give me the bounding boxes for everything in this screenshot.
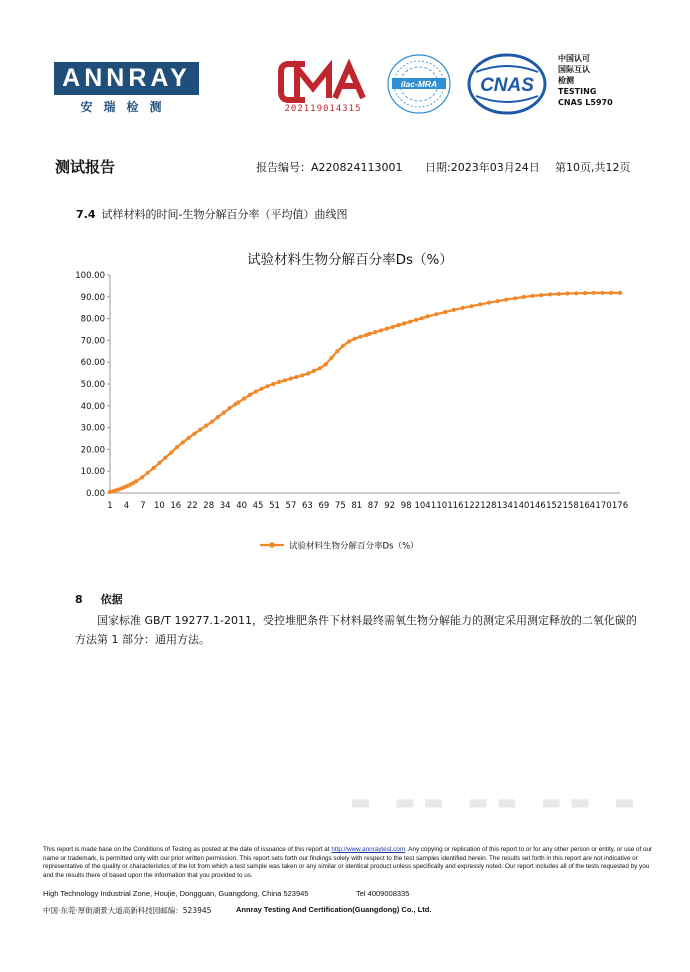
footer-company-name: Annray Testing And Certification(Guangdong) Co., Ltd. xyxy=(236,905,432,914)
y-tick-label: 90.00 xyxy=(80,292,105,303)
footer-disclaimer xyxy=(43,846,653,880)
data-point xyxy=(277,380,281,384)
data-point xyxy=(222,411,226,415)
x-tick-label: 134 xyxy=(496,501,513,511)
data-point xyxy=(592,291,596,295)
section-number: 8 xyxy=(75,593,83,606)
x-tick-label: 28 xyxy=(203,501,215,511)
data-point xyxy=(294,375,298,379)
data-point xyxy=(583,291,587,295)
data-point xyxy=(522,295,526,299)
x-tick-label: 128 xyxy=(480,501,497,511)
data-point xyxy=(242,397,246,401)
data-point xyxy=(216,415,220,419)
x-tick-label: 170 xyxy=(595,501,612,511)
cnas-line: 检测 xyxy=(558,76,574,85)
data-point xyxy=(379,328,383,332)
data-point xyxy=(478,302,482,306)
cnas-line: 国际互认 xyxy=(558,65,590,74)
x-tick-label: 51 xyxy=(269,501,280,511)
cma-number: 202119014315 xyxy=(284,104,362,114)
data-point xyxy=(181,440,185,444)
x-tick-label: 34 xyxy=(219,501,231,511)
annray-logo: ANNRAY xyxy=(54,62,199,95)
y-tick-label: 40.00 xyxy=(80,401,105,412)
y-tick-label: 60.00 xyxy=(80,358,105,369)
y-tick-label: 50.00 xyxy=(80,380,105,390)
data-point xyxy=(152,466,156,470)
x-tick-label: 4 xyxy=(123,501,130,511)
section-8-heading xyxy=(75,591,123,607)
data-point xyxy=(289,377,293,381)
ilac-mra-icon xyxy=(384,52,454,116)
data-point xyxy=(557,292,561,296)
data-point xyxy=(391,325,395,329)
y-tick-label: 30.00 xyxy=(80,423,105,434)
data-point xyxy=(254,390,258,394)
data-point xyxy=(420,316,424,320)
disclaimer-text: . Any copying or replication of this report to or for any other person or entity, or use of our name or trademark, is permitted only with our prior written permission. This report sets forth our findings solely with respect to the test samples identified herein. The results set forth in this report are not indicative or representative of the quality or characteristics of the lot from which a test sample was taken or any similar or identical product unless specifically and expressly noted. Our report includes all of the tests requested by you and the results there of based upon the information that you provided to us. xyxy=(43,846,653,879)
data-point xyxy=(341,344,345,348)
data-point xyxy=(140,475,144,479)
x-tick-label: 10 xyxy=(153,501,165,511)
x-tick-label: 158 xyxy=(562,501,579,511)
data-point xyxy=(210,420,214,424)
x-tick-label: 81 xyxy=(351,501,363,511)
data-point xyxy=(271,382,275,386)
report-number: 报告编号：A220824113001 xyxy=(256,161,403,174)
data-point xyxy=(306,371,310,375)
data-point xyxy=(548,292,552,296)
report-date: 日期:2023年03月24日 xyxy=(425,161,540,174)
x-tick-label: 16 xyxy=(170,501,182,511)
cma-logo-icon xyxy=(275,58,371,106)
section-number: 7.4 xyxy=(76,208,96,221)
biodegradation-line-chart xyxy=(55,240,645,560)
x-tick-label: 92 xyxy=(384,501,396,511)
x-tick-label: 45 xyxy=(252,501,264,511)
data-point xyxy=(452,308,456,312)
data-point xyxy=(283,378,287,382)
x-tick-label: 104 xyxy=(414,501,431,511)
data-point xyxy=(318,366,322,370)
data-point xyxy=(204,424,208,428)
data-point xyxy=(324,362,328,366)
report-title: 测试报告 xyxy=(55,158,116,176)
legend-swatch-marker xyxy=(269,542,275,548)
disclaimer-text: This report is made base on the Conditions of Testing as posted at the date of issuance of this report at xyxy=(43,846,332,853)
section-8-body: 国家标准 GB/T 19277.1-2011，受控堆肥条件下材料最终需氧生物分解能力的测定采用测定释放的二氧化碳的方法第 1 部分：通用方法。 xyxy=(75,614,637,646)
x-tick-label: 22 xyxy=(186,501,198,511)
chart-title: 试验材料生物分解百分率Ds（%） xyxy=(247,252,453,268)
report-page-number: 第10页,共12页 xyxy=(555,161,631,174)
x-tick-label: 75 xyxy=(334,501,346,511)
data-point xyxy=(359,335,363,339)
section-7-4-heading xyxy=(76,206,347,222)
section-title: 试样材料的时间-生物分解百分率（平均值）曲线图 xyxy=(101,208,348,221)
data-point xyxy=(513,296,517,300)
data-point xyxy=(426,314,430,318)
y-tick-label: 10.00 xyxy=(80,467,105,478)
data-point xyxy=(487,301,491,305)
data-point xyxy=(600,291,604,295)
data-point xyxy=(539,293,543,297)
data-point xyxy=(265,384,269,388)
data-point xyxy=(198,428,202,432)
cnas-accreditation-text xyxy=(558,53,613,108)
cnas-line: 中国认可 xyxy=(558,54,590,63)
data-point xyxy=(408,320,412,324)
data-point xyxy=(443,310,447,314)
x-tick-label: 1 xyxy=(107,501,113,511)
data-point xyxy=(248,393,252,397)
x-tick-label: 40 xyxy=(236,501,248,511)
x-tick-label: 63 xyxy=(302,501,313,511)
data-point xyxy=(367,332,371,336)
cnas-logo-icon xyxy=(466,52,548,116)
x-tick-label: 110 xyxy=(430,501,448,511)
x-tick-label: 7 xyxy=(140,501,146,511)
data-point xyxy=(259,387,263,391)
data-point xyxy=(496,299,500,303)
data-point xyxy=(385,327,389,331)
x-tick-label: 57 xyxy=(285,501,297,511)
x-tick-label: 69 xyxy=(318,501,330,511)
data-point xyxy=(169,450,173,454)
data-point xyxy=(329,356,333,360)
data-point xyxy=(353,337,357,341)
y-tick-label: 80.00 xyxy=(80,314,105,325)
y-tick-label: 20.00 xyxy=(80,445,105,456)
footer-telephone: Tel 4009008335 xyxy=(356,889,410,898)
data-point xyxy=(236,400,240,404)
x-tick-label: 146 xyxy=(529,501,546,511)
x-tick-label: 122 xyxy=(463,501,481,511)
section-title: 依据 xyxy=(100,593,123,606)
data-point xyxy=(461,306,465,310)
data-point xyxy=(434,312,438,316)
svg-text:ilac-MRA: ilac-MRA xyxy=(400,79,438,89)
x-tick-label: 176 xyxy=(611,501,629,511)
data-point xyxy=(335,349,339,353)
series-line xyxy=(110,293,620,492)
data-point xyxy=(312,369,316,373)
data-point xyxy=(373,330,377,334)
data-point xyxy=(469,304,473,308)
data-point xyxy=(157,461,161,465)
y-tick-label: 0.00 xyxy=(86,489,105,499)
faint-stamp-watermark: ▬ ▬▬ ▬▬ ▬▬ ▬ xyxy=(350,790,643,815)
legend-label: 试验材料生物分解百分率Ds（%） xyxy=(289,541,419,552)
cnas-line: CNAS L5970 xyxy=(558,98,613,107)
data-point xyxy=(402,321,406,325)
x-tick-label: 116 xyxy=(447,501,464,511)
x-tick-label: 152 xyxy=(546,501,563,511)
x-tick-label: 98 xyxy=(400,501,412,511)
annray-logo-subtitle: 安瑞检测 xyxy=(80,100,173,114)
data-point xyxy=(414,318,418,322)
footer-address: High Technology Industrial Zone, Houjie, Dongguan, Guangdong, China 523945 xyxy=(43,889,309,898)
data-point xyxy=(187,436,191,440)
data-point xyxy=(134,479,138,483)
data-point xyxy=(531,294,535,298)
data-point xyxy=(300,373,304,377)
data-point xyxy=(146,471,150,475)
svg-text:CNAS: CNAS xyxy=(480,75,534,96)
y-tick-label: 70.00 xyxy=(80,336,105,347)
data-point xyxy=(163,456,167,460)
x-tick-label: 87 xyxy=(367,501,379,511)
data-point xyxy=(609,291,613,295)
x-tick-label: 164 xyxy=(578,501,596,511)
data-point xyxy=(396,323,400,327)
data-point xyxy=(574,291,578,295)
footer-chinese-address: 中国·东莞·厚街湖景大道高新科技园邮编：523945 xyxy=(43,906,212,915)
website-link[interactable]: http://www.annraytest.com xyxy=(331,846,406,853)
data-point xyxy=(227,406,231,410)
x-tick-label: 140 xyxy=(513,501,530,511)
data-point xyxy=(618,291,622,295)
data-point xyxy=(504,298,508,302)
data-point xyxy=(565,291,569,295)
data-point xyxy=(175,445,179,449)
data-point xyxy=(192,432,196,436)
y-tick-label: 100.00 xyxy=(75,271,105,281)
data-point xyxy=(347,339,351,343)
cnas-line: TESTING xyxy=(558,87,597,96)
